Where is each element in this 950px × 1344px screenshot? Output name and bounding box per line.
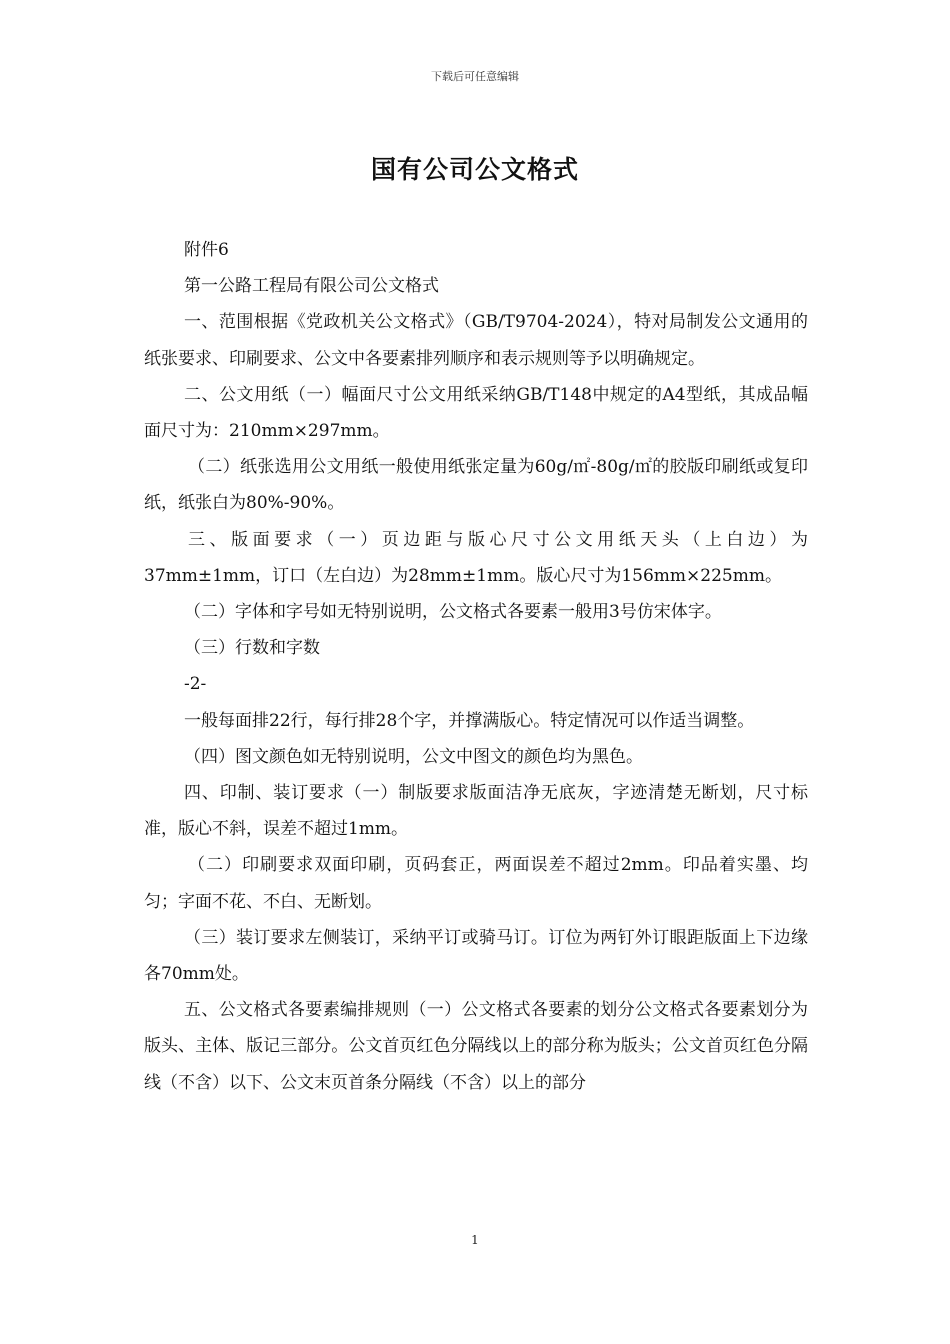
section-printing-paragraph: 四、印制、装订要求（一）制版要求版面洁净无底灰，字迹清楚无断划，尺寸标准，版心不斜，误差不超过1mm。 (144, 783, 808, 840)
binding-paragraph: （三）装订要求左侧装订，采纳平订或骑马订。订位为两钉外订眼距版面上下边缘各70mm处。 (144, 927, 808, 985)
section-layout-paragraph: 三、版面要求（一）页边距与版心尺寸公文用纸天头（上白边）为37mm±1mm，订口（左白边）为28mm±1mm。版心尺寸为156mm×225mm。 (144, 529, 808, 586)
page-number: 1 (471, 1233, 479, 1247)
header-note: 下载后可任意编辑 (431, 70, 519, 83)
paper-type-paragraph: （二）纸张选用公文用纸一般使用纸张定量为60g/㎡-80g/㎡的胶版印刷纸或复印纸，纸张白为80%-90%。 (144, 457, 808, 514)
section-elements-paragraph: 五、公文格式各要素编排规则（一）公文格式各要素的划分公文格式各要素划分为版头、主体、版记三部分。公文首页红色分隔线以上的部分称为版头；公文首页红色分隔线（不含）以下、公文末页首条分隔线（不含）以上的部分 (144, 1000, 808, 1093)
attachment-label: 附件6 (184, 240, 229, 260)
document-title: 国有公司公文格式 (370, 155, 579, 184)
inline-page-marker: -2- (184, 674, 207, 695)
section-scope-paragraph: 一、范围根据《党政机关公文格式》（GB/T9704-2024），特对局制发公文通用的纸张要求、印刷要求、公文中各要素排列顺序和表示规则等予以明确规定。 (144, 312, 808, 369)
document-body (144, 232, 808, 1101)
font-size-paragraph: （二）字体和字号如无特别说明，公文格式各要素一般用3号仿宋体字。 (184, 602, 722, 623)
lines-detail-paragraph: 一般每面排22行，每行排28个字，并撑满版心。特定情况可以作适当调整。 (184, 710, 755, 731)
print-requirement-paragraph: （二）印刷要求双面印刷，页码套正，两面误差不超过2mm。印品着实墨、均匀；字面不花、不白、无断划。 (144, 855, 808, 912)
section-paper-paragraph: 二、公文用纸（一）幅面尺寸公文用纸采纳GB/T148中规定的A4型纸，其成品幅面尺寸为：210mm×297mm。 (144, 384, 808, 442)
subtitle-paragraph: 第一公路工程局有限公司公文格式 (184, 276, 439, 297)
lines-chars-paragraph: （三）行数和字数 (184, 638, 320, 659)
color-paragraph: （四）图文颜色如无特别说明，公文中图文的颜色均为黑色。 (184, 746, 643, 767)
